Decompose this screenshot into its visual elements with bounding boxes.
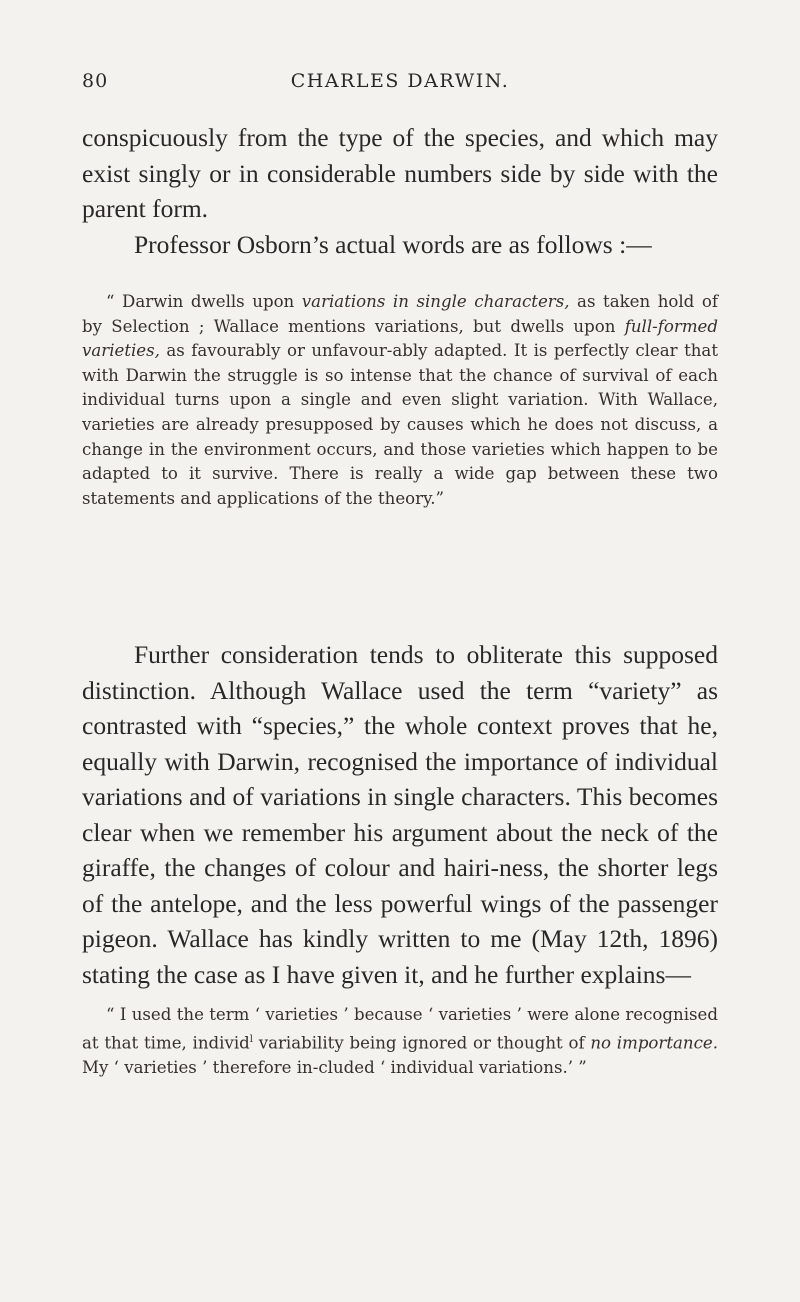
paragraph-text: conspicuously from the type of the species, and which may exist singly or in considerable numbers side by side with the parent form. xyxy=(82,123,718,223)
running-head xyxy=(82,70,718,100)
italic-phrase: full-formed varieties, xyxy=(82,316,718,361)
quote-introduction: Professor Osborn’s actual words are as follows :— xyxy=(134,229,652,259)
paragraph-text: Further consideration tends to obliterate this supposed distinction. Although Wallace used the term “variety” as contrasted with “species,” the whole context proves that he, equally with Darwin, recognised the importance of individual variations and of variations in single characters. This becomes clear when we remember his argument about the neck of the giraffe, the changes of colour and hairi-ness, the shorter legs of the antelope, and the less powerful wings of the passenger pigeon. Wallace has kindly written to me (May 12th, 1896) stating the case as I have given it, and he further explains— xyxy=(82,640,718,989)
running-title: CHARLES DARWIN. xyxy=(290,70,510,92)
wallace-quote xyxy=(82,1003,718,1080)
italic-phrase: no importance. xyxy=(590,1033,718,1053)
italic-phrase: variations in single characters, xyxy=(301,292,570,311)
superscript-mark: l xyxy=(249,1033,253,1045)
paragraph-further-consideration xyxy=(82,637,718,992)
quote-text: “ I used the term ‘ varieties ’ because ‘ varieties ’ were alone recognised at that time, individ$^l$ variability being ignored or thought of no importance. My ‘ varieties ’ therefore in-cluded ‘ individual variations.’ ” xyxy=(82,1005,718,1077)
quote-text: “ Darwin dwells upon variations in single characters, as taken hold of by Selection ; Wallace mentions variations, but dwells upon full-formed varieties, as favourably or unfavour-ably adapted. It is perfectly clear that with Darwin the struggle is so intense that the chance of survival of each individual turns upon a single and even slight variation. With Wallace, varieties are already presupposed by causes which he does not discuss, a change in the environment occurs, and those varieties which happen to be adapted to it survive. There is really a wide gap between these two statements and applications of the theory.” xyxy=(82,292,718,508)
page-number: 80 xyxy=(82,70,109,92)
paragraph-continued xyxy=(82,120,718,262)
osborn-quote xyxy=(82,290,718,511)
